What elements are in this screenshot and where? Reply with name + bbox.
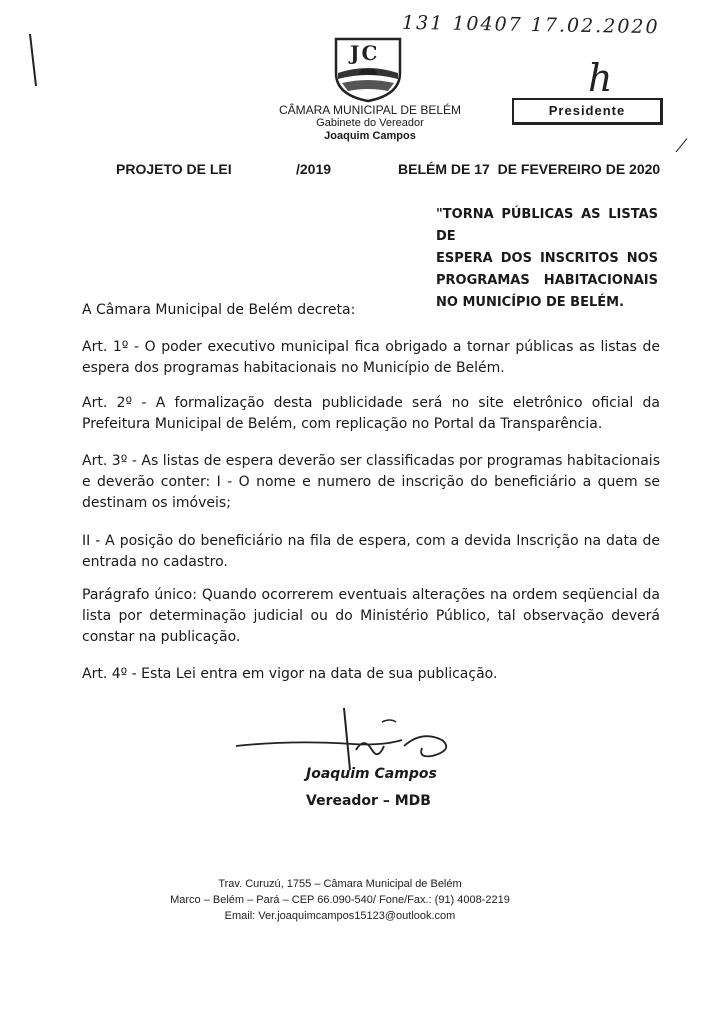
ementa-line: NO MUNICÍPIO DE BELÉM. — [436, 295, 625, 310]
ementa-block — [436, 204, 658, 314]
president-initial: h — [588, 56, 613, 100]
signatory-name: Joaquim Campos — [306, 766, 437, 782]
org-name: CÂMARA MUNICIPAL DE BELÉM — [278, 103, 462, 117]
ementa-line: ESPERA DOS INSCRITOS NOS — [436, 251, 658, 266]
signatory-role: Vereador – MDB — [306, 793, 431, 809]
footer-address: Trav. Curuzú, 1755 – Câmara Municipal de Belém — [218, 878, 462, 890]
doc-number: /2019 — [296, 161, 332, 177]
margin-check-mark: ⁄ — [680, 136, 684, 157]
city-council-logo — [328, 33, 408, 103]
decree-line: A Câmara Municipal de Belém decreta: — [82, 302, 356, 318]
article-2: Art. 2º - A formalização desta publicidade será no site eletrônico oficial da Prefeitura Municipal de Belém, com replicação no Portal da Transparência. — [82, 395, 660, 432]
footer-city-phone: Marco – Belém – Pará – CEP 66.090-540/ Fone/Fax.: (91) 4008-2219 — [170, 894, 510, 906]
place-date: BELÉM DE 17 DE FEVEREIRO DE 2020 — [398, 161, 661, 177]
ementa-line: PROGRAMAS HABITACIONAIS — [436, 273, 658, 288]
ementa-line: "TORNA PÚBLICAS AS LISTAS DE — [436, 207, 658, 244]
president-label: Presidente — [548, 103, 626, 118]
article-4: Art. 4º - Esta Lei entra em vigor na data de sua publicação. — [82, 666, 498, 682]
article-3: Art. 3º - As listas de espera deverão ser classificadas por programas habitacionais e deverão conter: I - O nome e numero de inscrição do beneficiário a quem se destinam os imóveis; — [82, 453, 660, 511]
cabinet-label: Gabinete do Vereador — [316, 117, 424, 129]
footer-email: Email: Ver.joaquimcampos15123@outlook.com — [224, 910, 456, 922]
logo-letters: JC — [350, 41, 380, 65]
article-1: Art. 1º - O poder executivo municipal fica obrigado a tornar públicas as listas de espera dos programas habitacionais no Município de Belém. — [82, 339, 660, 376]
sole-paragraph: Parágrafo único: Quando ocorrerem eventuais alterações na ordem seqüencial da lista por determinação judicial ou do Ministério Público, tal observação deverá constar na publicação. — [82, 587, 660, 645]
councilor-name-header: Joaquim Campos — [324, 130, 416, 142]
article-3-item-2: II - A posição do beneficiário na fila de espera, com a devida Inscrição na data de entrada no cadastro. — [82, 533, 660, 570]
margin-pen-mark — [24, 30, 44, 90]
doc-type: PROJETO DE LEI — [116, 161, 232, 177]
president-box — [512, 98, 663, 125]
protocol-stamp: 131 10407 17.02.2020 — [401, 11, 660, 39]
